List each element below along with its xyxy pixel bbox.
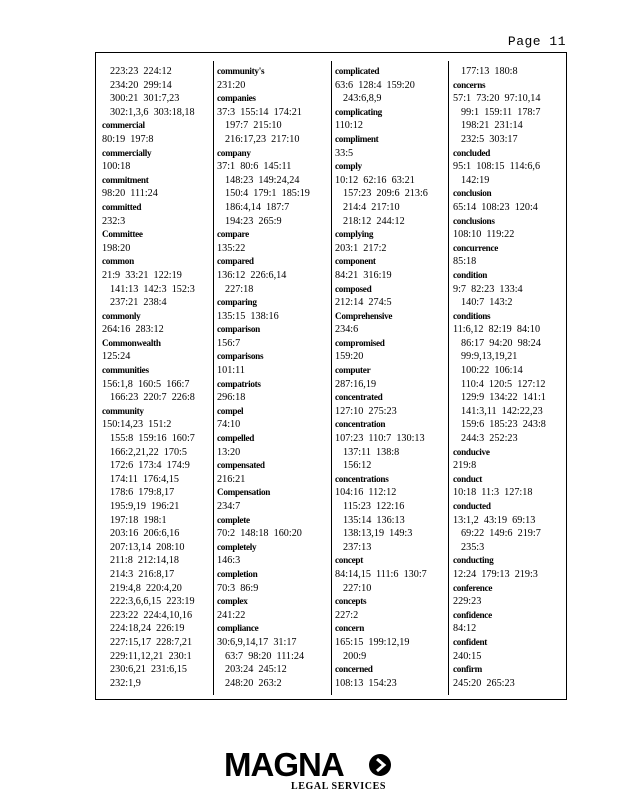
index-term: complicating xyxy=(335,106,382,117)
index-term: Committee xyxy=(102,229,143,240)
index-term: compel xyxy=(217,405,244,416)
page-line-refs: 110:4 120:5 127:12 xyxy=(461,378,546,390)
page-line-refs: 137:11 138:8 xyxy=(343,446,400,458)
page-line-refs: 13:20 xyxy=(217,446,241,458)
page-line-refs: 140:7 143:2 xyxy=(461,297,513,309)
page-line-refs: 110:12 xyxy=(335,120,363,132)
page-line-refs: 174:11 176:4,15 xyxy=(110,473,179,485)
page-line-refs: 186:4,14 187:7 xyxy=(225,201,290,213)
index-term: compromised xyxy=(335,337,385,348)
page-line-refs: 229:23 xyxy=(453,596,482,608)
logo-wordmark: MAGNA xyxy=(224,746,344,783)
page-line-refs: 108:10 119:22 xyxy=(453,229,515,241)
index-term: concepts xyxy=(335,596,367,607)
page-line-refs: 156:7 xyxy=(217,337,241,349)
page-line-refs: 243:6,8,9 xyxy=(343,93,382,105)
page-line-refs: 240:15 xyxy=(453,650,482,662)
page-line-refs: 234:7 xyxy=(217,501,241,512)
page-line-refs: 108:13 154:23 xyxy=(335,677,397,689)
page-line-refs: 227:10 xyxy=(343,582,372,594)
page-line-refs: 214:4 217:10 xyxy=(343,201,400,213)
page-line-refs: 37:1 80:6 145:11 xyxy=(217,161,292,173)
page-line-refs: 95:1 108:15 114:6,6 xyxy=(453,161,541,173)
page-line-refs: 241:22 xyxy=(217,609,246,621)
index-term: common xyxy=(102,256,134,267)
page-line-refs: 302:1,3,6 303:18,18 xyxy=(110,106,195,118)
page-line-refs: 227:18 xyxy=(225,283,254,295)
page-line-refs: 230:6,21 231:6,15 xyxy=(110,664,187,676)
page-line-refs: 157:23 209:6 213:6 xyxy=(343,188,428,200)
page-line-refs: 21:9 33:21 122:19 xyxy=(102,269,182,281)
page-line-refs: 166:2,21,22 170:5 xyxy=(110,446,187,458)
page-line-refs: 218:12 244:12 xyxy=(343,215,405,227)
page-line-refs: 101:11 xyxy=(217,365,245,377)
index-term: confirm xyxy=(453,664,483,675)
index-term: compliment xyxy=(335,133,379,144)
index-term: complying xyxy=(335,229,374,240)
page-line-refs: 65:14 108:23 120:4 xyxy=(453,201,538,213)
page-line-refs: 203:16 206:6,16 xyxy=(110,528,180,540)
page-line-refs: 155:8 159:16 160:7 xyxy=(110,433,195,445)
page-line-refs: 100:18 xyxy=(102,161,131,173)
page-line-refs: 219:8 xyxy=(453,460,477,472)
page-line-refs: 197:18 198:1 xyxy=(110,514,167,526)
page-line-refs: 212:14 274:5 xyxy=(335,297,392,309)
page-line-refs: 74:10 xyxy=(217,419,241,431)
page-line-refs: 9:7 82:23 133:4 xyxy=(453,283,523,295)
index-term: concerned xyxy=(335,664,373,675)
page-line-refs: 70:3 86:9 xyxy=(217,582,259,594)
page-line-refs: 129:9 134:22 141:1 xyxy=(461,392,546,404)
page-line-refs: 219:4,8 220:4,20 xyxy=(110,582,182,594)
page-line-refs: 156:12 xyxy=(343,460,372,472)
page-line-refs: 150:4 179:1 185:19 xyxy=(225,188,310,200)
page-line-refs: 198:20 xyxy=(102,242,131,254)
page-line-refs: 104:16 112:12 xyxy=(335,487,397,499)
page-line-refs: 178:6 179:8,17 xyxy=(110,487,175,499)
index-term: conference xyxy=(453,582,493,593)
index-term: complete xyxy=(217,514,250,525)
page-line-refs: 223:22 224:4,10,16 xyxy=(110,609,193,621)
index-term: confidence xyxy=(453,609,492,620)
index-column-3 xyxy=(335,65,448,693)
index-term: concern xyxy=(335,623,365,634)
page-line-refs: 12:24 179:13 219:3 xyxy=(453,568,538,580)
index-term: concept xyxy=(335,555,364,566)
logo-subtitle: LEGAL SERVICES xyxy=(291,781,387,792)
page-line-refs: 222:3,6,6,15 223:19 xyxy=(110,596,195,608)
column-divider xyxy=(213,61,214,695)
page-line-refs: 98:20 111:24 xyxy=(102,188,158,200)
page-line-refs: 63:6 128:4 159:20 xyxy=(335,79,415,91)
word-index-panel xyxy=(95,52,567,700)
page-line-refs: 244:3 252:23 xyxy=(461,433,518,445)
page-line-refs: 84:12 xyxy=(453,623,477,635)
page-line-refs: 232:5 303:17 xyxy=(461,133,518,145)
index-term: commitment xyxy=(102,174,149,185)
page-line-refs: 248:20 263:2 xyxy=(225,677,282,689)
page-line-refs: 234:6 xyxy=(335,324,359,336)
index-term: communities xyxy=(102,365,149,376)
index-term: computer xyxy=(335,365,371,376)
index-term: comparing xyxy=(217,297,257,308)
page-line-refs: 232:3 xyxy=(102,215,126,227)
page-line-refs: 216:21 xyxy=(217,473,246,485)
magna-logo xyxy=(224,748,396,794)
page-line-refs: 296:18 xyxy=(217,392,246,404)
page-line-refs: 194:23 265:9 xyxy=(225,215,282,227)
index-term: concerns xyxy=(453,79,486,90)
page-line-refs: 10:18 11:3 127:18 xyxy=(453,487,533,499)
index-term: conditions xyxy=(453,310,491,321)
index-term: component xyxy=(335,256,376,267)
page-line-refs: 127:10 275:23 xyxy=(335,405,397,417)
index-term: community's xyxy=(217,66,265,76)
page-line-refs: 86:17 94:20 98:24 xyxy=(461,337,541,349)
page-line-refs: 223:23 224:12 xyxy=(110,66,172,77)
page-line-refs: 159:20 xyxy=(335,351,364,363)
index-term: comparison xyxy=(217,324,260,335)
index-term: companies xyxy=(217,93,256,104)
index-term: company xyxy=(217,147,251,158)
page-line-refs: 216:17,23 217:10 xyxy=(225,133,300,145)
page-line-refs: 107:23 110:7 130:13 xyxy=(335,433,425,445)
index-term: conducive xyxy=(453,446,490,457)
page-line-refs: 231:20 xyxy=(217,79,246,91)
index-term: commercially xyxy=(102,147,152,158)
page-line-refs: 232:1,9 xyxy=(110,677,141,689)
page-line-refs: 33:5 xyxy=(335,147,354,159)
page-line-refs: 135:14 136:13 xyxy=(343,514,405,526)
index-term: concentration xyxy=(335,419,386,430)
page-line-refs: 214:3 216:8,17 xyxy=(110,568,175,580)
arrow-circle-icon xyxy=(368,753,392,777)
page-line-refs: 84:14,15 111:6 130:7 xyxy=(335,568,427,580)
index-column-2 xyxy=(217,65,330,693)
index-term: commercial xyxy=(102,120,145,131)
page-line-refs: 138:13,19 149:3 xyxy=(343,528,413,540)
index-term: concentrations xyxy=(335,473,389,484)
index-term: concentrated xyxy=(335,392,383,403)
page-line-refs: 84:21 316:19 xyxy=(335,269,392,281)
page-line-refs: 141:3,11 142:22,23 xyxy=(461,405,543,417)
page-line-refs: 207:13,14 208:10 xyxy=(110,541,185,553)
page-line-refs: 69:22 149:6 219:7 xyxy=(461,528,541,540)
index-term: concluded xyxy=(453,147,491,158)
index-term: comparisons xyxy=(217,351,264,362)
page-line-refs: 203:24 245:12 xyxy=(225,664,287,676)
page-line-refs: 11:6,12 82:19 84:10 xyxy=(453,324,541,336)
page-line-refs: 150:14,23 151:2 xyxy=(102,419,172,431)
page-line-refs: 197:7 215:10 xyxy=(225,120,282,132)
index-term: completely xyxy=(217,541,257,552)
page-line-refs: 211:8 212:14,18 xyxy=(110,555,179,567)
index-term: complex xyxy=(217,596,248,607)
page-line-refs: 195:9,19 196:21 xyxy=(110,501,180,512)
index-term: conclusions xyxy=(453,215,495,226)
page-line-refs: 99:9,13,19,21 xyxy=(461,351,518,363)
page-line-refs: 245:20 265:23 xyxy=(453,677,515,689)
column-divider xyxy=(331,61,332,695)
page-line-refs: 237:13 xyxy=(343,541,372,553)
index-term: committed xyxy=(102,201,142,212)
page-line-refs: 203:1 217:2 xyxy=(335,242,387,254)
page-line-refs: 177:13 180:8 xyxy=(461,66,518,77)
index-term: compared xyxy=(217,256,254,267)
page-line-refs: 30:6,9,14,17 31:17 xyxy=(217,636,297,648)
page-number: Page 11 xyxy=(507,34,566,49)
column-divider xyxy=(448,61,449,695)
page-line-refs: 10:12 62:16 63:21 xyxy=(335,174,415,186)
page-line-refs: 125:24 xyxy=(102,351,131,363)
index-term: composed xyxy=(335,283,372,294)
page-line-refs: 198:21 231:14 xyxy=(461,120,523,132)
page-line-refs: 100:22 106:14 xyxy=(461,365,523,377)
index-term: Commonwealth xyxy=(102,337,161,348)
index-term: Compensation xyxy=(217,487,271,498)
page-line-refs: 229:11,12,21 230:1 xyxy=(110,650,192,662)
page-line-refs: 136:12 226:6,14 xyxy=(217,269,287,281)
index-term: conduct xyxy=(453,473,483,484)
page-line-refs: 37:3 155:14 174:21 xyxy=(217,106,302,118)
index-column-1 xyxy=(102,65,215,693)
index-term: concurrence xyxy=(453,242,499,253)
page-line-refs: 264:16 283:12 xyxy=(102,324,164,336)
page-line-refs: 165:15 199:12,19 xyxy=(335,636,410,648)
index-term: conducted xyxy=(453,501,491,511)
page-line-refs: 235:3 xyxy=(461,541,485,553)
index-term: condition xyxy=(453,269,488,280)
index-term: compatriots xyxy=(217,378,261,389)
page-line-refs: 200:9 xyxy=(343,650,367,662)
index-term: Comprehensive xyxy=(335,310,393,321)
page-line-refs: 172:6 173:4 174:9 xyxy=(110,460,190,472)
page-line-refs: 224:18,24 226:19 xyxy=(110,623,185,635)
page-line-refs: 227:2 xyxy=(335,609,359,621)
index-term: conducting xyxy=(453,555,494,566)
index-term: confident xyxy=(453,636,488,647)
page-line-refs: 63:7 98:20 111:24 xyxy=(225,650,305,662)
index-term: compensated xyxy=(217,460,265,471)
page-line-refs: 141:13 142:3 152:3 xyxy=(110,283,195,295)
page-line-refs: 85:18 xyxy=(453,256,477,268)
page-line-refs: 234:20 299:14 xyxy=(110,79,172,91)
index-term: complicated xyxy=(335,66,380,76)
page-line-refs: 227:15,17 228:7,21 xyxy=(110,636,193,648)
page-line-refs: 135:15 138:16 xyxy=(217,310,279,322)
index-term: comply xyxy=(335,161,362,172)
page-line-refs: 135:22 xyxy=(217,242,246,254)
page-line-refs: 159:6 185:23 243:8 xyxy=(461,419,546,431)
index-term: compare xyxy=(217,229,249,240)
page-line-refs: 237:21 238:4 xyxy=(110,297,167,309)
index-term: compliance xyxy=(217,623,259,634)
index-column-4 xyxy=(453,65,566,693)
index-term: completion xyxy=(217,568,258,579)
page-line-refs: 148:23 149:24,24 xyxy=(225,174,300,186)
page-line-refs: 287:16,19 xyxy=(335,378,377,390)
page-line-refs: 142:19 xyxy=(461,174,490,186)
index-term: compelled xyxy=(217,433,255,444)
page-line-refs: 70:2 148:18 160:20 xyxy=(217,528,302,540)
index-term: conclusion xyxy=(453,188,492,199)
page-line-refs: 13:1,2 43:19 69:13 xyxy=(453,514,536,526)
page-line-refs: 146:3 xyxy=(217,555,241,567)
index-term: commonly xyxy=(102,310,141,321)
page-line-refs: 80:19 197:8 xyxy=(102,133,154,145)
page-line-refs: 156:1,8 160:5 166:7 xyxy=(102,378,190,390)
page-line-refs: 57:1 73:20 97:10,14 xyxy=(453,93,541,105)
page-line-refs: 99:1 159:11 178:7 xyxy=(461,106,541,118)
page-line-refs: 115:23 122:16 xyxy=(343,501,405,512)
page-line-refs: 166:23 220:7 226:8 xyxy=(110,392,195,404)
index-term: community xyxy=(102,405,144,416)
page-line-refs: 300:21 301:7,23 xyxy=(110,93,180,105)
